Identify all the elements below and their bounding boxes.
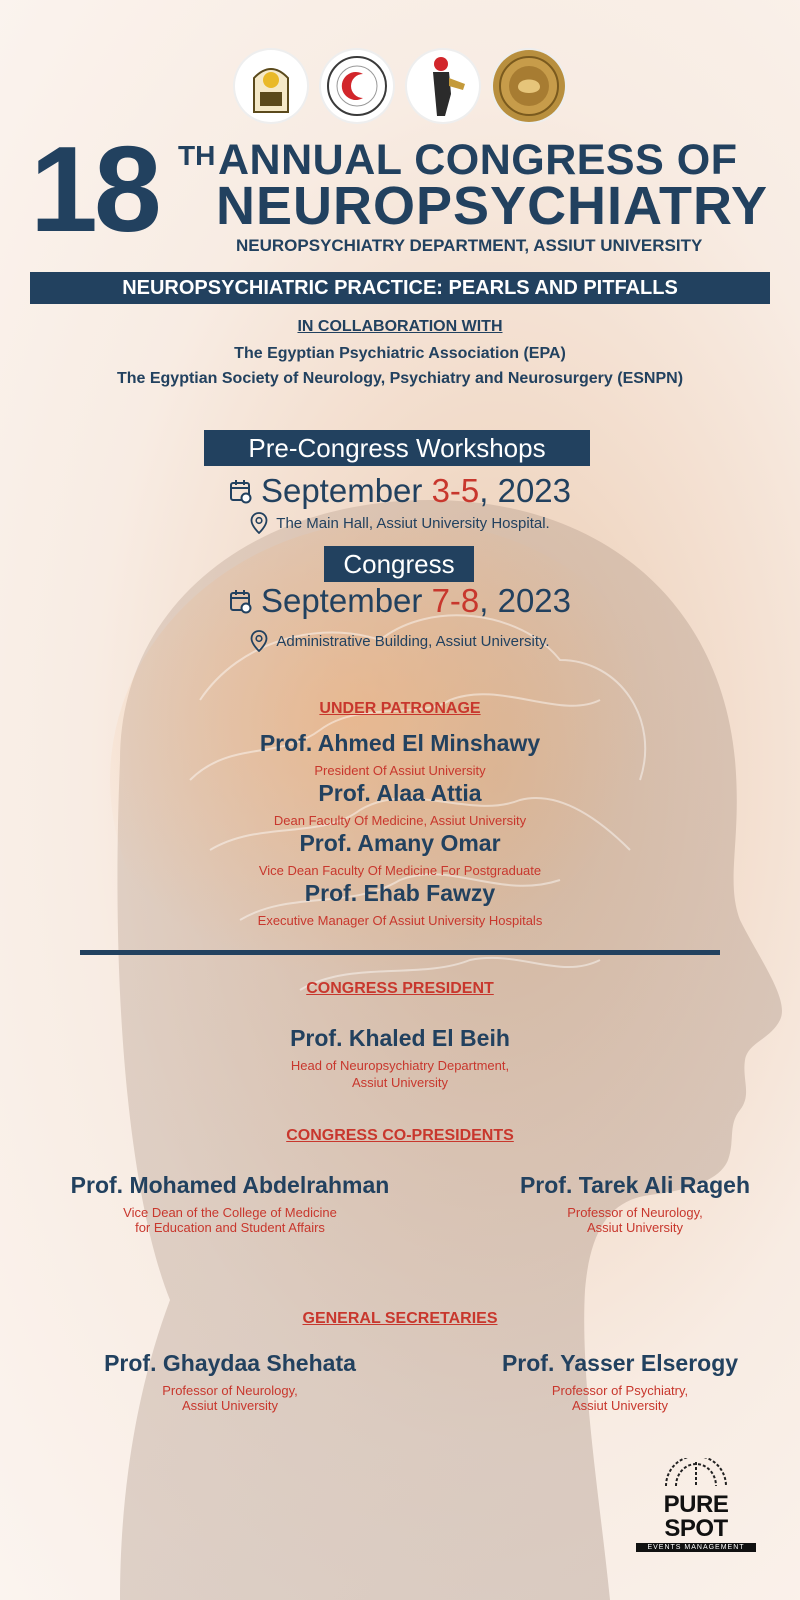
co-presidents-heading: CONGRESS CO-PRESIDENTS [286,1127,514,1144]
congress-label: Congress [324,546,474,582]
organizer-name: PURE SPOT [663,1491,729,1542]
co-president-card [480,1172,790,1235]
co-president-role: Assiut University [586,1220,684,1235]
secretaries-heading: GENERAL SECRETARIES [302,1310,498,1327]
patron-role: Dean Faculty Of Medicine, Assiut University [273,813,527,828]
pure-spot-logo [636,1458,756,1552]
collaboration-heading: IN COLLABORATION WITH [297,318,503,335]
president-heading: CONGRESS PRESIDENT [306,980,494,997]
section-divider [80,950,720,955]
co-president-name: Prof. Mohamed Abdelrahman [70,1172,390,1198]
collaboration-org: The Egyptian Psychiatric Association (EPA) [234,345,566,362]
secretary-card [30,1350,430,1413]
secretary-name: Prof. Ghaydaa Shehata [104,1350,356,1376]
collaboration-org: The Egyptian Society of Neurology, Psychiatry and Neurosurgery (ESNPN) [116,370,684,387]
co-president-role: for Education and Student Affairs [135,1220,325,1235]
globe-icon [661,1458,731,1488]
secretary-card [460,1350,780,1413]
organizing-department: NEUROPSYCHIATRY DEPARTMENT, ASSIUT UNIVERSITY [236,236,703,255]
patron-name: Prof. Amany Omar [299,830,501,856]
president-role: Assiut University [351,1075,449,1090]
organizer-tagline: EVENTS MANAGEMENT [636,1543,756,1552]
pre-congress-venue [0,512,800,534]
calendar-icon [229,478,253,504]
assiut-university-logo [235,50,307,122]
date-suffix: , 2023 [479,472,572,509]
patron-role: Executive Manager Of Assiut University Hospitals [257,913,543,928]
patron-name: Prof. Alaa Attia [318,780,482,806]
patron-name: Prof. Ahmed El Minshawy [259,730,541,756]
secretary-role: Professor of Psychiatry, [551,1383,689,1398]
date-prefix: September [260,582,432,619]
secretary-role: Assiut University [571,1398,669,1413]
president-name: Prof. Khaled El Beih [290,1025,510,1051]
congress-theme-banner: NEUROPSYCHIATRIC PRACTICE: PEARLS AND PITFALLS [30,272,770,304]
edition-number: 18 [30,121,158,257]
calendar-icon [229,588,253,614]
date-prefix: September [260,472,432,509]
congress-title-line1: ANNUAL CONGRESS OF [218,136,738,184]
date-range: 7-8 [431,582,480,619]
secretary-name: Prof. Yasser Elserogy [501,1350,739,1376]
neurology-society-logo [493,50,565,122]
co-president-card [20,1172,440,1235]
edition-ordinal-suffix: TH [178,140,216,171]
secretary-role: Professor of Neurology, [162,1383,298,1398]
venue-text: Administrative Building, Assiut University. [276,632,550,650]
co-president-role: Vice Dean of the College of Medicine [123,1205,337,1220]
patronage-heading: UNDER PATRONAGE [319,700,481,717]
co-president-name: Prof. Tarek Ali Rageh [519,1172,751,1198]
congress-title-line2: NEUROPSYCHIATRY [216,176,769,236]
congress-venue [0,630,800,652]
pre-congress-label: Pre-Congress Workshops [204,430,590,466]
co-president-role: Professor of Neurology, [567,1205,703,1220]
patron-name: Prof. Ehab Fawzy [304,880,496,906]
location-pin-icon [250,512,268,534]
faculty-of-medicine-logo [321,50,393,122]
location-pin-icon [250,630,268,652]
venue-text: The Main Hall, Assiut University Hospital. [276,514,550,532]
secretary-role: Assiut University [181,1398,279,1413]
partner-logos [0,50,800,122]
egyptian-deity-logo [407,50,479,122]
date-suffix: , 2023 [479,582,572,619]
president-role: Head of Neuropsychiatry Department, [290,1058,510,1073]
patron-role: Vice Dean Faculty Of Medicine For Postgraduate [258,863,542,878]
pre-congress-date [0,472,800,510]
congress-date [0,582,800,620]
patron-role: President Of Assiut University [314,763,486,778]
date-range: 3-5 [431,472,480,509]
